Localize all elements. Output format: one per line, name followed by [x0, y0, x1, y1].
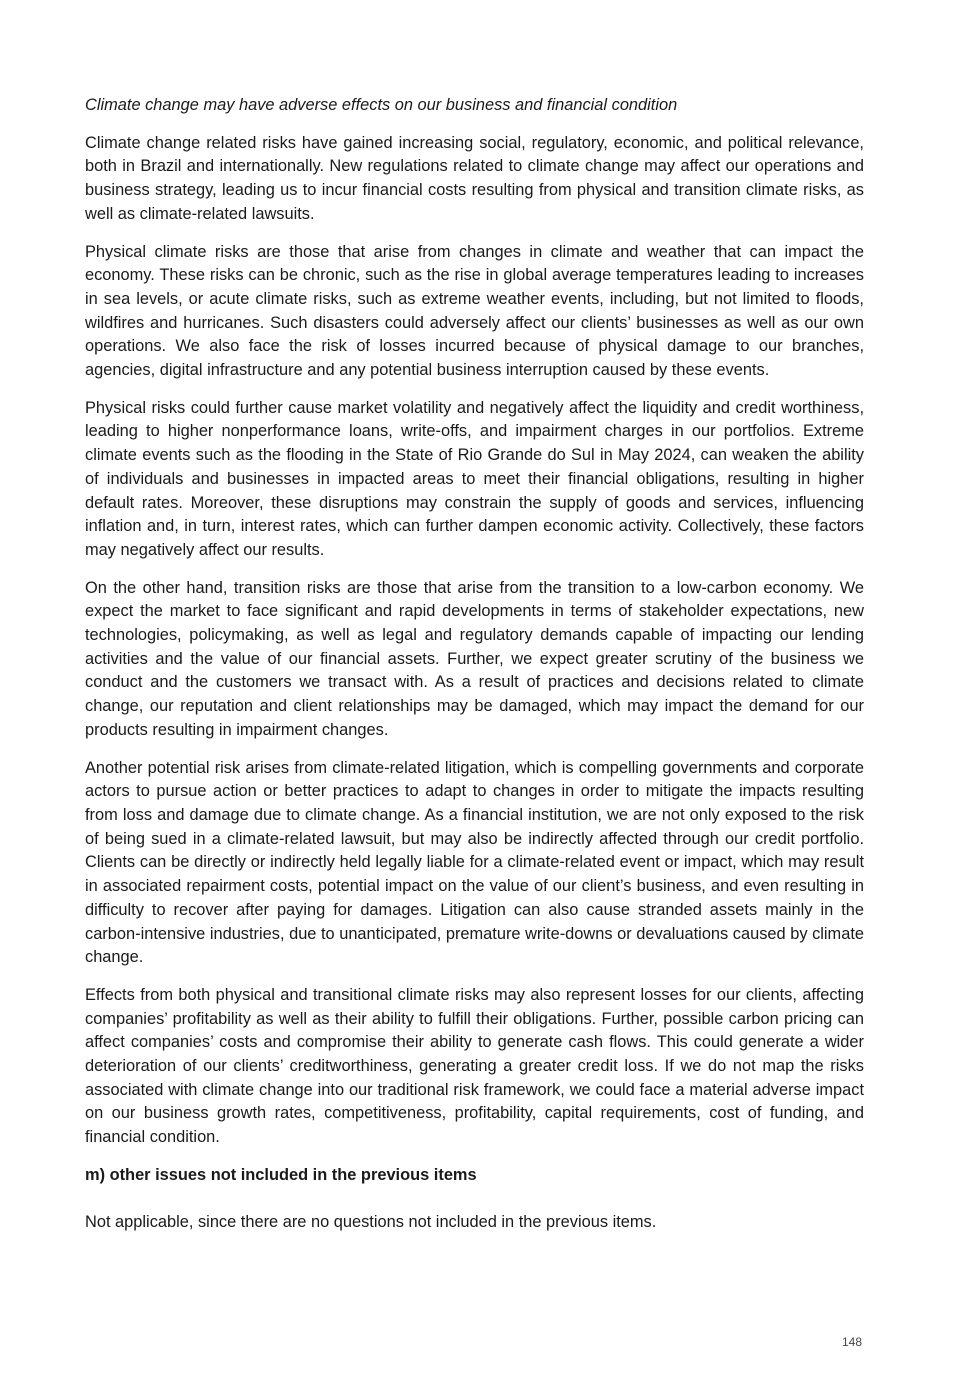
not-applicable-note: Not applicable, since there are no questions not included in the previous items.: [85, 1212, 657, 1231]
paragraph-client-effects: Effects from both physical and transitional climate risks may also represent losses for our clients, affecting companies’ profitability as well as their ability to fulfill their obligations. Further, possible carbon pricing can affect companies’ costs and compromise their ability to generate cash flows. This could generate a wider deterioration of our clients’ creditworthiness, generating a greater credit loss. If we do not map the risks associated with climate change into our traditional risk framework, we could face a material adverse impact on our business growth rates, competitiveness, profitability, capital requirements, cost of funding, and financial condition.: [85, 985, 864, 1147]
paragraph-transition-risks: On the other hand, transition risks are those that arise from the transition to a low-carbon economy. We expect the market to face significant and rapid developments in terms of stakeholder expectations, new technologies, policymaking, as well as legal and regulatory demands capable of impacting our lending activities and the value of our financial assets. Further, we expect greater scrutiny of the business we conduct and the customers we transact with. As a result of practices and decisions related to climate change, our reputation and client relationships may be damaged, which may impact the demand for our products resulting in impairment changes.: [85, 578, 864, 739]
subheading-other-issues: m) other issues not included in the previous items: [85, 1165, 477, 1184]
section-title: Climate change may have adverse effects on our business and financial condition: [85, 96, 678, 114]
paragraph-regulatory-relevance: Climate change related risks have gained increasing social, regulatory, economic, and political relevance, both in Brazil and internationally. New regulations related to climate change may affect our operations and business strategy, leading us to incur financial costs resulting from physical and transition climate risks, as well as climate-related lawsuits.: [85, 133, 864, 223]
document-page: [85, 94, 864, 1234]
paragraph-climate-litigation: Another potential risk arises from climate-related litigation, which is compelling governments and corporate actors to pursue action or better practices to adapt to changes in order to mitigate the impacts resulting from loss and damage due to climate change. As a financial institution, we are not only exposed to the risk of being sued in a climate-related lawsuit, but may also be indirectly affected through our credit portfolio. Clients can be directly or indirectly held legally liable for a climate-related event or impact, which may result in associated repairment costs, potential impact on the value of our client’s business, and even resulting in difficulty to recover after paying for damages. Litigation can also cause stranded assets mainly in the carbon-intensive industries, due to unanticipated, premature write-downs or devaluations caused by climate change.: [85, 758, 864, 967]
paragraph-physical-risks: Physical climate risks are those that arise from changes in climate and weather that can impact the economy. These risks can be chronic, such as the rise in global average temperatures leading to increases in sea levels, or acute climate risks, such as extreme weather events, including, but not limited to floods, wildfires and hurricanes. Such disasters could adversely affect our clients’ businesses as well as our own operations. We also face the risk of losses incurred because of physical damage to our branches, agencies, digital infrastructure and any potential business interruption caused by these events.: [85, 242, 864, 380]
page-number: 148: [841, 1335, 862, 1349]
paragraph-market-volatility: Physical risks could further cause market volatility and negatively affect the liquidity and credit worthiness, leading to higher nonperformance loans, write-offs, and impairment charges in our portfolios. Extreme climate events such as the flooding in the State of Rio Grande do Sul in May 2024, can weaken the ability of individuals and businesses in impacted areas to meet their financial obligations, resulting in higher default rates. Moreover, these disruptions may constrain the supply of goods and services, influencing inflation and, in turn, interest rates, which can further dampen economic activity. Collectively, these factors may negatively affect our results.: [85, 398, 864, 559]
